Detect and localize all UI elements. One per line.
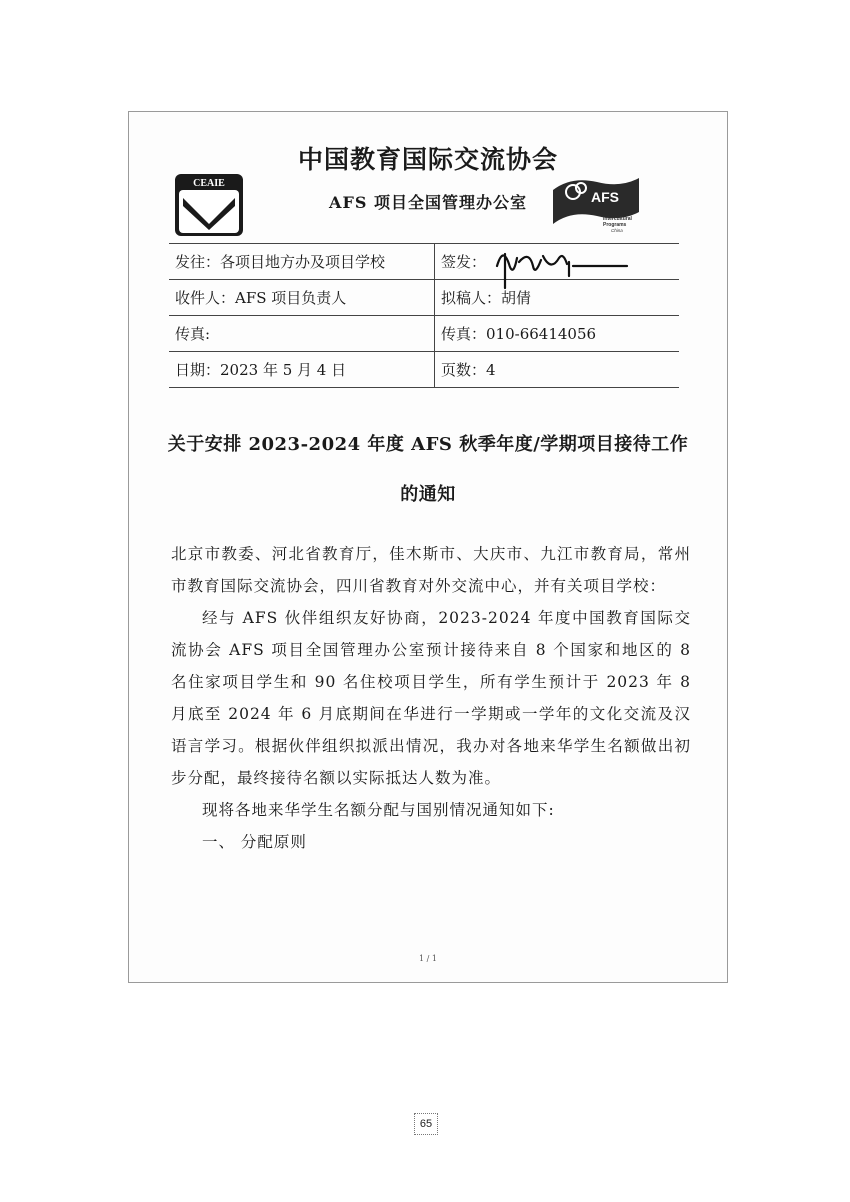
recipient-cell: 收件人：AFS 项目负责人 (169, 280, 435, 316)
notice-title-line-2: 的通知 (400, 484, 456, 505)
header-row (169, 316, 679, 352)
issuer-cell (435, 244, 680, 280)
addressee-paragraph: 北京市教委、河北省教育厅，佳木斯市、大庆市、九江市教育局，常州市教育国际交流协会，四川省教育对外交流中心，并有关项目学校： (171, 545, 691, 595)
fax-right-cell: 传真：010-66414056 (435, 316, 680, 352)
body-paragraph: 现将各地来华学生名额分配与国别情况通知如下: (202, 801, 555, 819)
pages-cell: 页数：4 (435, 352, 680, 388)
header-row (169, 244, 679, 280)
fax-left-cell: 传真: (169, 316, 435, 352)
afs-logo-subtext-3: China (611, 228, 623, 233)
body-paragraph: 经与 AFS 伙伴组织友好协商，2023-2024 年度中国教育国际交流协会 AFS 项目全国管理办公室预计接待来自 8 个国家和地区的 8 名住家项目学生和 90 名住校项目学生，所有学生预计于 2023 年 8 月底至 2024 年 6 月底期间在华进行一学期或一学年的文化交流及汉语言学习。根据伙伴组织拟派出情况，我办对各地来华学生名额做出初步分配，最终接待名额以实际抵达人数为准。 (171, 609, 691, 787)
inner-page-indicator: 1 / 1 (419, 954, 437, 963)
issuer-label: 签发： (441, 253, 487, 271)
org-name: 中国教育国际交流协会 (297, 145, 558, 174)
page-number: 65 (414, 1113, 438, 1135)
scanned-letter (128, 111, 728, 983)
drafter-cell: 拟稿人：胡倩 (435, 280, 680, 316)
header-table (169, 243, 679, 388)
afs-logo-subtext-1: Intercultural (603, 216, 632, 222)
afs-logo-text: AFS (591, 189, 619, 205)
header-row (169, 280, 679, 316)
date-cell: 日期：2023 年 5 月 4 日 (169, 352, 435, 388)
section-heading: 一、 分配原则 (202, 833, 307, 851)
office-name: AFS 项目全国管理办公室 (329, 193, 527, 212)
notice-title-line-1: 关于安排 2023-2024 年度 AFS 秋季年度/学期项目接待工作 (167, 434, 689, 455)
send-to-cell: 发往：各项目地方办及项目学校 (169, 244, 435, 280)
afs-logo-subtext-2: Programs (603, 222, 627, 228)
notice-body (171, 538, 691, 858)
afs-logo (551, 168, 641, 240)
header-row (169, 352, 679, 388)
ceaie-logo-text: CEAIE (193, 178, 225, 189)
